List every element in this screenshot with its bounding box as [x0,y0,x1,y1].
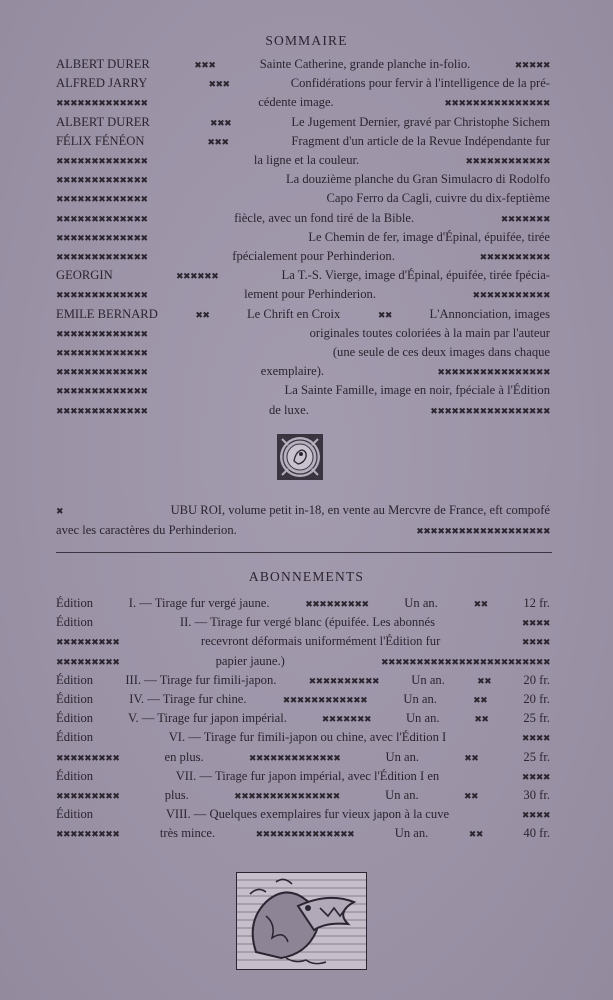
text-run: 40 fr. [523,826,550,841]
text-run: III. — Tirage fur fimili-japon. [125,672,277,687]
text-run: Le Chrift en Croix [246,306,341,321]
text-run: de luxe. [268,402,309,417]
text-run: La T.-S. Vierge, image d'Épinal, épuifée, tirée fpécia- [281,268,550,283]
ornament-run: ✖✖✖✖ [521,638,550,649]
ornament-run: ✖✖✖✖✖✖✖✖✖✖✖✖✖ [56,195,148,206]
text-run: la ligne et la couleur. [253,153,360,167]
text-line [56,343,550,362]
text-run: fpécialement pour Perhinderion. [232,249,395,263]
ornament-run: ✖ [56,507,64,517]
text-line [56,151,550,170]
text-run: Édition [56,692,94,706]
text-run: Le Jugement Dernier, gravé par Christophe Sichem [291,114,550,129]
text-run: exemplaire). [260,364,325,379]
text-run: Édition [56,596,94,610]
text-run: V. — Tirage fur japon impérial. [127,711,287,726]
text-run: Édition [56,730,94,745]
ornament-run: ✖✖✖✖✖✖✖✖✖✖✖✖ [465,157,550,167]
text-line [56,501,550,520]
ornament-run: ✖✖✖✖✖✖✖✖✖✖✖✖✖ [248,753,341,764]
text-run: 25 fr. [523,749,550,764]
text-run: papier jaune.) [215,653,285,668]
ornament-run: ✖✖✖✖✖✖✖✖✖✖✖✖✖✖✖ [234,792,340,802]
text-run: originales toutes coloriées à la main par l'auteur [309,325,550,340]
ornament-run: ✖✖✖✖✖✖✖✖✖✖✖✖✖ [56,368,148,379]
text-run: Un an. [394,826,429,841]
text-run: 20 fr. [523,672,550,687]
text-line [56,266,550,285]
text-run: fiècle, avec un fond tiré de la Bible. [234,210,415,225]
text-run: Un an. [411,672,445,687]
text-run: ALBERT DURER [56,114,150,129]
text-line [56,74,550,93]
text-line [56,728,550,747]
text-run: (une seule de ces deux images dans chaque [332,345,550,359]
ornament-run: ✖✖✖✖✖✖✖✖✖✖✖✖✖✖✖✖ [437,368,550,379]
ornament-run: ✖✖✖✖✖✖✖✖✖✖✖✖✖ [56,233,148,244]
text-run: Un an. [385,749,420,764]
ornament-run: ✖✖✖✖✖✖✖✖✖ [305,600,369,610]
text-line [56,671,550,690]
text-line [56,285,550,304]
ornament-run: ✖✖✖✖✖✖✖✖✖ [56,753,120,764]
text-line [56,652,550,671]
text-run: EMILE BERNARD [56,306,158,321]
ornament-run: ✖✖✖✖✖✖✖✖✖✖ [479,253,550,263]
ornament-run: ✖✖✖✖✖✖✖✖✖✖✖✖✖ [56,291,148,302]
text-run: 25 fr. [523,711,550,726]
text-line [56,113,550,132]
text-run: en plus. [164,749,204,764]
text-run: cédente image. [258,95,334,110]
ornament-run: ✖✖✖✖✖✖✖✖✖✖✖✖ [282,696,368,706]
ornament-run: ✖✖✖✖✖✖✖✖✖✖✖✖✖✖✖✖✖✖✖✖✖✖✖✖ [381,657,550,668]
text-line [56,305,550,324]
ornament-run: ✖✖✖✖✖✖✖✖✖✖✖✖✖✖✖✖✖ [430,406,550,417]
text-run: 20 fr. [523,692,550,706]
ornament-run: ✖✖✖✖✖✖✖✖✖✖✖✖✖ [56,157,148,167]
text-line [56,594,550,613]
text-run: IV. — Tirage fur chine. [129,692,247,706]
text-run: recevront déformais uniformément l'Édition fur [200,634,441,649]
ornament-run: ✖✖✖✖✖✖✖✖✖ [56,830,120,841]
text-run: VII. — Tirage fur japon impérial, avec l'Édition I en [175,768,440,783]
ornament-run: ✖✖✖✖✖✖✖✖✖✖✖✖✖ [56,214,148,225]
ornament-run: ✖✖ [463,792,479,802]
text-line [56,824,550,843]
text-run: Confidérations pour fervir à l'intelligence de la pré- [290,76,550,91]
text-run: VIII. — Quelques exemplaires fur vieux japon à la cuve [165,807,450,822]
text-line [56,362,550,381]
text-run: ALFRED JARRY [56,76,148,91]
text-run: Sainte Catherine, grande planche in-folio. [259,57,471,71]
ornament-run: ✖✖✖✖✖✖✖✖✖✖✖✖✖ [56,329,148,340]
text-line [56,381,550,400]
ornament-run: ✖✖✖✖✖✖ [175,272,219,283]
text-run: La Sainte Famille, image en noir, fpéciale à l'Édition [284,383,550,398]
text-run: Fragment d'un article de la Revue Indépendante fur [291,133,550,148]
text-line [56,170,550,189]
text-run: I. — Tirage fur vergé jaune. [128,596,270,610]
text-run: II. — Tirage fur vergé blanc (épuifée. Les abonnés [179,615,435,630]
ornament-run: ✖✖ [464,753,479,764]
text-run: Édition [56,807,94,822]
text-run: Capo Ferro da Cagli, cuivre du dix-feptième [326,191,550,206]
ornament-run: ✖✖✖✖✖✖✖✖✖ [56,792,120,802]
ornament-run: ✖✖✖ [207,137,229,148]
text-line [56,690,550,709]
ornament-run: ✖✖✖✖✖✖✖✖✖✖✖✖✖✖ [255,830,355,841]
text-run: Un an. [404,596,438,610]
ornament-run: ✖✖✖✖✖✖✖✖✖ [56,657,120,668]
ornament-run: ✖✖ [473,696,488,706]
text-run: Édition [56,672,94,687]
text-line [56,55,550,74]
text-line [56,247,550,266]
ornament-run: ✖✖✖✖✖ [514,61,550,71]
ornament-run: ✖✖✖✖✖✖✖✖✖✖ [308,676,380,687]
text-line [56,209,550,228]
ornament-run: ✖✖ [377,310,392,321]
text-run: FÉLIX FÉNÉON [56,133,145,148]
text-run: Édition [56,615,94,630]
text-line [56,632,550,651]
text-run: lement pour Perhinderion. [244,287,376,302]
text-run: UBU ROI, volume petit in-18, en vente au Mercvre de France, eft compofé [170,503,550,517]
ornament-run: ✖✖ [477,676,492,687]
text-run: GEORGIN [56,268,113,283]
ornament-run: ✖✖✖✖✖✖✖✖✖✖✖✖✖ [56,349,148,359]
ornament-run: ✖✖✖✖ [521,619,550,630]
ornament-run: ✖✖ [474,715,489,726]
text-line [56,613,550,632]
text-line [56,93,550,112]
text-run: VI. — Tirage fur fimili-japon ou chine, avec l'Édition I [168,730,447,745]
text-line [56,748,550,767]
text-run: Un an. [403,692,437,706]
ornament-run: ✖✖✖✖✖✖✖✖✖✖✖✖✖ [56,406,148,417]
text-line [56,767,550,786]
text-line [56,709,550,728]
divider-rule [56,552,552,553]
text-run: Un an. [405,711,440,726]
text-run: 12 fr. [523,596,550,610]
ornament-run: ✖✖✖✖ [521,772,550,783]
text-line [56,324,550,343]
text-run: L'Annonciation, images [429,306,550,321]
ornament-run: ✖✖✖✖✖✖✖✖✖✖✖✖✖✖✖✖✖✖✖ [416,527,550,537]
text-run: 30 fr. [523,788,550,802]
ornament-run: ✖✖✖✖✖✖✖✖✖✖✖✖✖ [56,387,148,398]
text-run: ALBERT DURER [56,57,150,71]
ornament-run: ✖✖✖✖✖✖✖ [321,715,372,726]
ornament-run: ✖✖✖✖✖✖✖✖✖✖✖✖✖✖✖ [444,99,550,110]
ornament-run: ✖✖✖✖ [521,734,550,745]
text-line [56,189,550,208]
ornament-run: ✖✖✖✖✖✖✖✖✖✖✖✖✖ [56,253,148,263]
medallion-ornament-icon [276,433,324,481]
text-run: Le Chemin de fer, image d'Épinal, épuifée, tirée [308,229,550,244]
ornament-run: ✖✖ [468,830,483,841]
subscriptions-heading: ABONNEMENTS [248,569,365,584]
ornament-run: ✖✖✖✖✖✖✖✖✖✖✖✖✖ [56,99,148,110]
text-line [56,805,550,824]
text-line [56,228,550,247]
summary-heading: SOMMAIRE [265,33,348,48]
ornament-run: ✖✖✖ [210,118,232,129]
text-run: Un an. [385,788,419,802]
text-line [56,521,550,540]
text-run: Édition [56,711,94,726]
ornament-run: ✖✖✖✖✖✖✖✖✖✖✖✖✖ [56,176,148,187]
text-run: La douzième planche du Gran Simulacro di Rodolfo [285,172,550,187]
ornament-run: ✖✖ [473,600,488,610]
text-run: plus. [164,788,189,802]
ornament-run: ✖✖ [195,310,210,321]
text-run: avec les caractères du Perhinderion. [56,523,237,537]
ornament-run: ✖✖✖✖✖✖✖✖✖✖✖ [472,291,550,302]
text-run: Édition [56,768,94,783]
ornament-run: ✖✖✖ [208,80,230,91]
ornament-run: ✖✖✖✖✖✖✖✖✖ [56,638,120,649]
text-line [56,401,550,420]
ornament-run: ✖✖✖✖ [521,811,550,822]
ornament-run: ✖✖✖✖✖✖✖ [500,214,550,225]
ornament-run: ✖✖✖ [194,61,216,71]
dragon-woodcut-icon [236,872,367,970]
text-run: très mince. [159,826,216,841]
text-line [56,786,550,805]
text-line [56,132,550,151]
